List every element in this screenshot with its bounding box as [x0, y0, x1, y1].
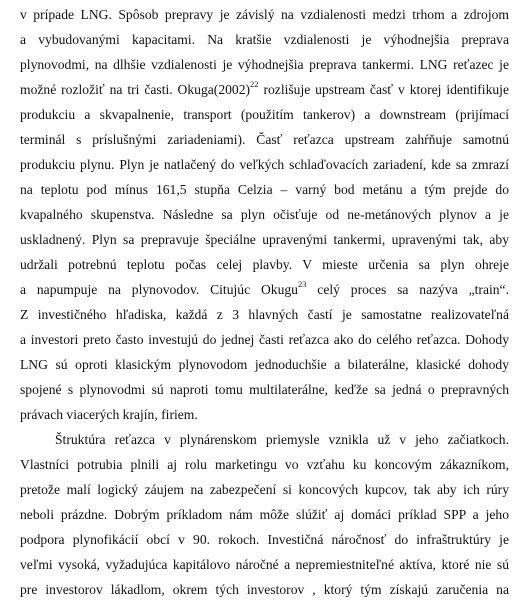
text-line: udržali potrebnú teplotu počas celej plavby. V mieste určenia sa plyn ohreje: [20, 257, 509, 272]
text-line: Z investičného hľadiska, každá z 3 hlavných častí je samostatne realizovateľná: [20, 307, 509, 322]
text-line: Štruktúra reťazca v plynárenskom priemysle vznikla už v jeho začiatkoch.: [55, 432, 509, 447]
footnote-marker[interactable]: 22: [250, 79, 259, 90]
text-line: podpora plynofikácií obcí v 90. rokoch. Investičná náročnosť do infraštruktúry je: [20, 532, 509, 547]
text-line: neboli prázdne. Dobrým príkladom nám môže slúžiť aj domáci príklad SPP a jeho: [20, 507, 509, 522]
text-line: produkciu a skvapalnenie, transport (použitím tankerov) a downstream (prijímací: [20, 107, 509, 122]
text-line: na teplotu pod mínus 161,5 stupňa Celzia – varný bod metánu a tým prejde do: [20, 182, 509, 197]
text-line: a napumpuje na plynovodov. Citujúc Okugu$^{23}$ celý proces sa nazýva „train“.: [20, 279, 509, 297]
text-line: spojené s plynovodmi sú naproti tomu multilaterálne, keďže sa jedná o prepravných: [20, 382, 509, 397]
text-line: možné rozložiť na tri časti. $Okuga(2002)^{22}$ rozlišuje upstream časť v ktorej identifikuje: [20, 79, 509, 97]
text-line: kvapalného skupenstva. Následne sa plyn očisťuje od ne-metánových plynov a je: [20, 207, 509, 222]
text-line: a investori preto často investujú do jednej časti reťazca ako do celého reťazca. Dohody: [20, 332, 509, 347]
text-line: terminál s príslušnými zariadeniami). Časť reťazca upstream zahŕňuje samotnú: [20, 132, 509, 147]
text-line: v prípade LNG. Spôsob prepravy je závislý na vzdialenosti medzi trhom a zdrojom: [20, 7, 509, 22]
text-line: Vlastníci potrubia plnili aj rolu marketingu vo vzťahu ku koncovým zákazníkom,: [20, 457, 509, 472]
text-line: pre investorov lákadlom, okrem tých investorov , ktorý tým získajú zaručenia na: [20, 582, 509, 597]
text-line: pretože malí logický záujem na zabezpečení si koncových kupcov, tak aby ich rúry: [20, 482, 509, 497]
text-line: produkciu plynu. Plyn je natlačený do veľkých schlaďovacích zariadení, kde sa zmrazí: [20, 157, 509, 172]
text-line: právach viacerých krajín, firiem.: [20, 407, 198, 422]
text-line: uskladnený. Plyn sa prepravuje špeciálne upravenými tankermi, upravenými tak, aby: [20, 232, 509, 247]
text-line: veľmi vysoká, vyžadujúca kapitálovo náročné a nepremiestniteľné aktíva, ktoré nie sú: [20, 557, 509, 572]
footnote-marker[interactable]: 23: [297, 279, 307, 290]
text-line: plynovodmi, na dlhšie vzdialenosti je výhodnejšia preprava tankermi. LNG reťazec je: [20, 57, 509, 72]
text-line: LNG sú oproti klasickým plynovodom jednoduchšie a bilaterálne, klasické dohody: [20, 357, 509, 372]
text-line: a vybudovanými kapacitami. Na kratšie vzdialenosti je výhodnejšia preprava: [20, 32, 509, 47]
